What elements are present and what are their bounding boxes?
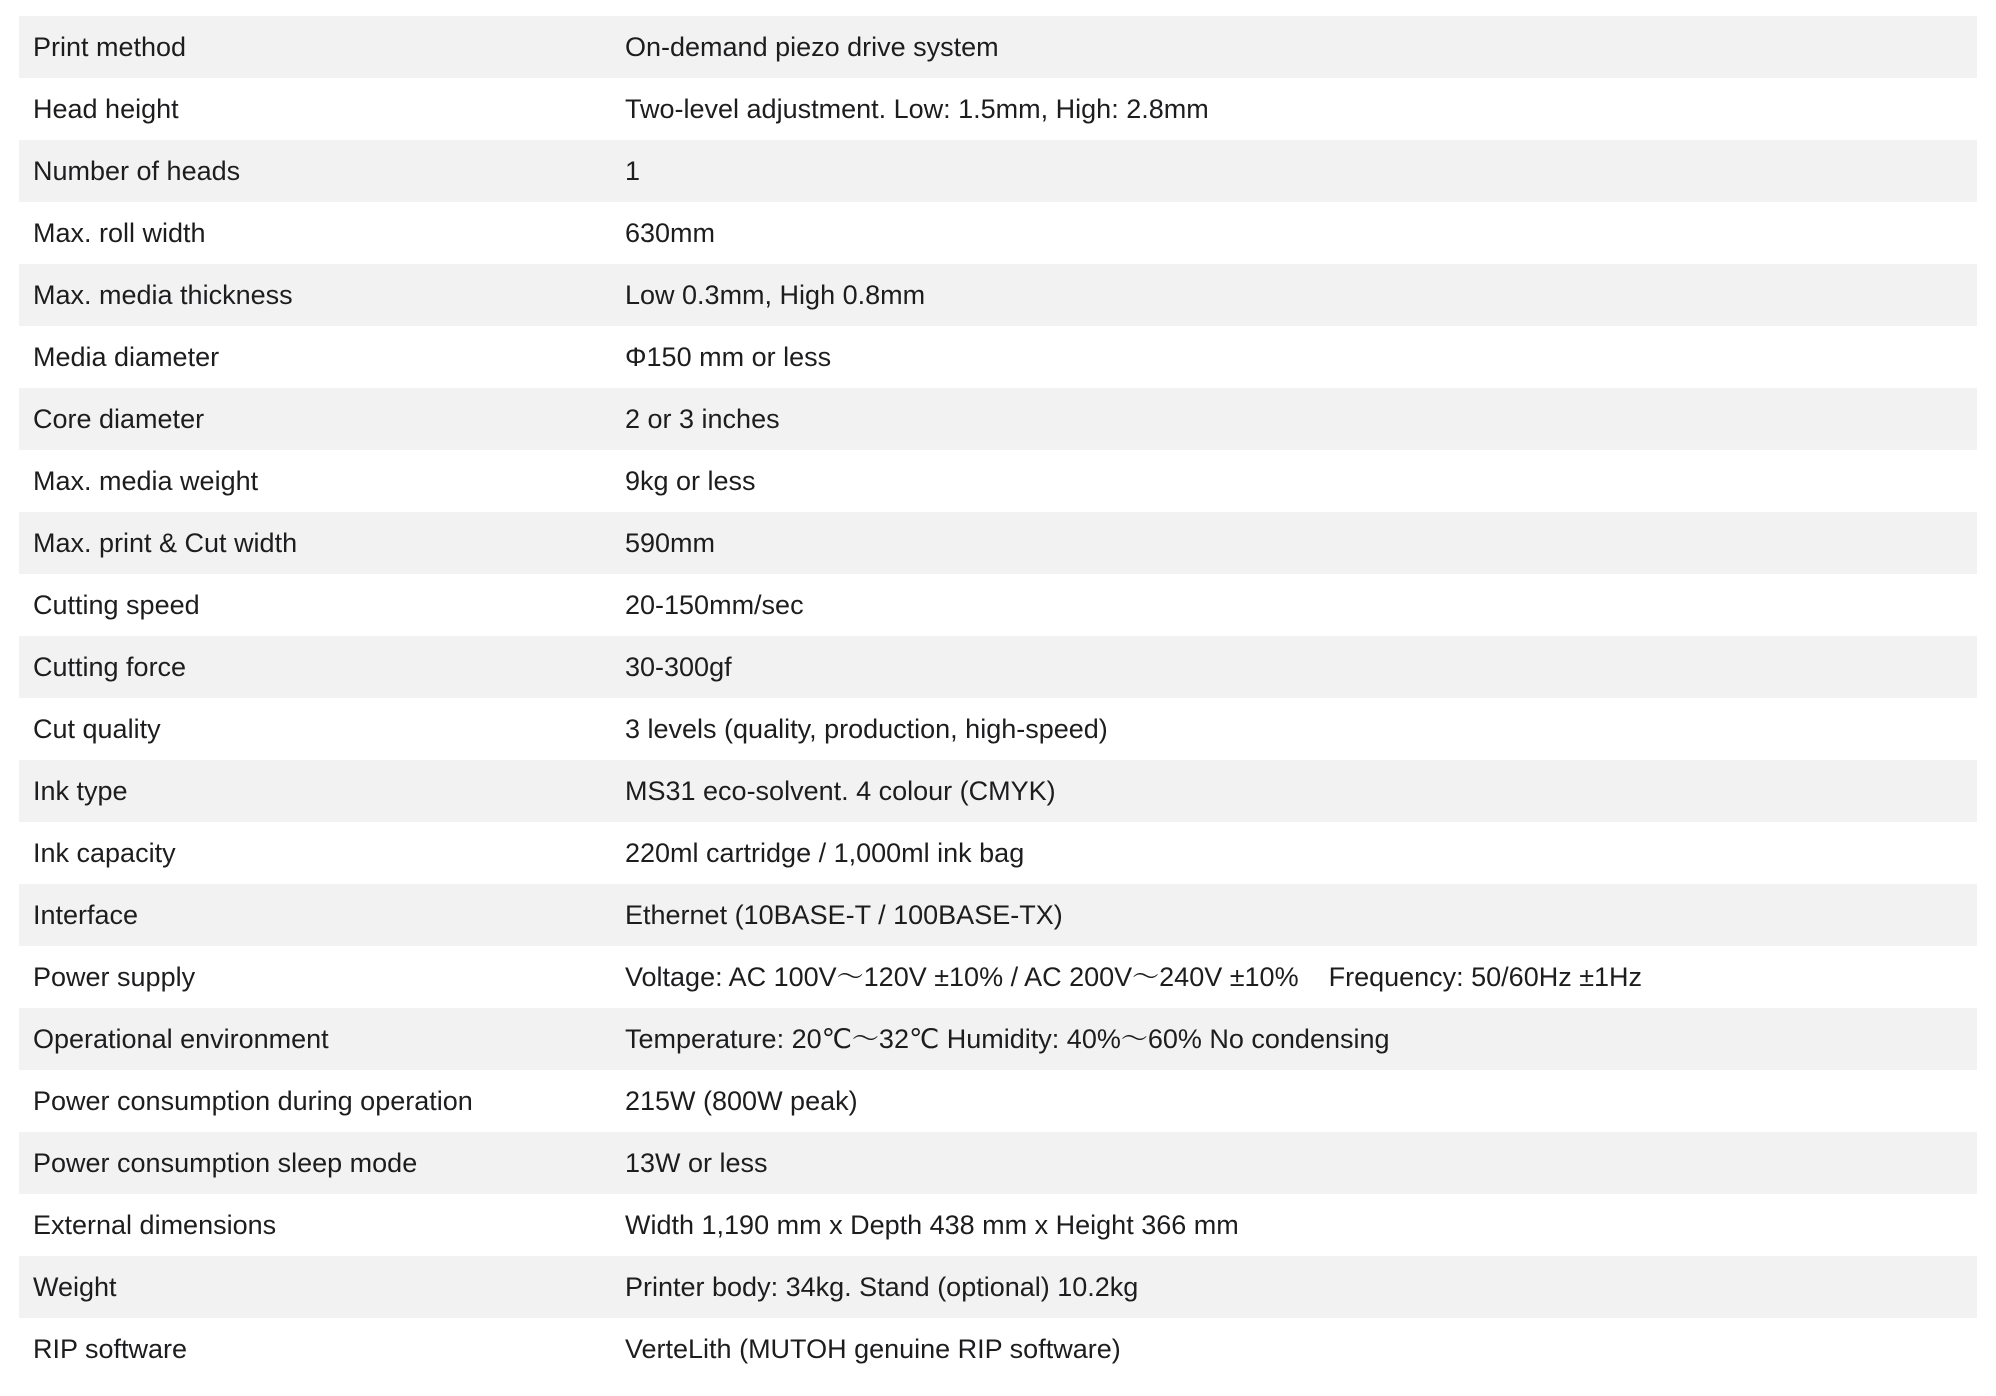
spec-label: Interface [19,884,611,946]
spec-label: Ink type [19,760,611,822]
spec-value: Width 1,190 mm x Depth 438 mm x Height 366 mm [611,1194,1977,1256]
spec-label: Max. print & Cut width [19,512,611,574]
spec-label: Cutting force [19,636,611,698]
spec-label: Max. roll width [19,202,611,264]
spec-value: 215W (800W peak) [611,1070,1977,1132]
spec-label: Ink capacity [19,822,611,884]
spec-value: Temperature: 20℃～32℃ Humidity: 40%～60% No condensing [611,1008,1977,1070]
table-row [19,1194,1977,1256]
spec-label: Number of heads [19,140,611,202]
spec-value: 13W or less [611,1132,1977,1194]
table-row [19,822,1977,884]
table-row [19,1008,1977,1070]
table-row [19,388,1977,450]
table-row [19,16,1977,78]
spec-value: 20-150mm/sec [611,574,1977,636]
spec-label: Media diameter [19,326,611,388]
table-row [19,574,1977,636]
spec-value: 3 levels (quality, production, high-speed) [611,698,1977,760]
spec-label: Weight [19,1256,611,1318]
table-row [19,1070,1977,1132]
spec-label: RIP software [19,1318,611,1380]
spec-label: Cutting speed [19,574,611,636]
spec-value: 2 or 3 inches [611,388,1977,450]
table-row [19,636,1977,698]
spec-label: Power consumption during operation [19,1070,611,1132]
spec-label: External dimensions [19,1194,611,1256]
spec-value: Φ150 mm or less [611,326,1977,388]
spec-label: Core diameter [19,388,611,450]
spec-label: Head height [19,78,611,140]
spec-value: Two-level adjustment. Low: 1.5mm, High: 2.8mm [611,78,1977,140]
spec-value: Voltage: AC 100V～120V ±10% / AC 200V～240V ±10% Frequency: 50/60Hz ±1Hz [611,946,1977,1008]
table-row [19,946,1977,1008]
spec-table [19,16,1977,1380]
table-row [19,698,1977,760]
spec-label: Print method [19,16,611,78]
table-row [19,140,1977,202]
spec-label: Power supply [19,946,611,1008]
spec-label: Max. media thickness [19,264,611,326]
spec-label: Power consumption sleep mode [19,1132,611,1194]
table-row [19,264,1977,326]
table-row [19,884,1977,946]
table-row [19,1318,1977,1380]
spec-value: 590mm [611,512,1977,574]
spec-value: Ethernet (10BASE-T / 100BASE-TX) [611,884,1977,946]
table-row [19,512,1977,574]
spec-value: Low 0.3mm, High 0.8mm [611,264,1977,326]
table-row [19,450,1977,512]
table-row [19,78,1977,140]
spec-value: 630mm [611,202,1977,264]
spec-label: Cut quality [19,698,611,760]
table-row [19,202,1977,264]
spec-value: VerteLith (MUTOH genuine RIP software) [611,1318,1977,1380]
spec-value: 220ml cartridge / 1,000ml ink bag [611,822,1977,884]
table-row [19,1132,1977,1194]
spec-label: Operational environment [19,1008,611,1070]
spec-value: 9kg or less [611,450,1977,512]
spec-value: 30-300gf [611,636,1977,698]
spec-value: 1 [611,140,1977,202]
spec-value: Printer body: 34kg. Stand (optional) 10.2kg [611,1256,1977,1318]
table-row [19,760,1977,822]
spec-label: Max. media weight [19,450,611,512]
table-row [19,1256,1977,1318]
table-row [19,326,1977,388]
spec-table-body [19,16,1977,1380]
spec-value: MS31 eco-solvent. 4 colour (CMYK) [611,760,1977,822]
spec-value: On-demand piezo drive system [611,16,1977,78]
